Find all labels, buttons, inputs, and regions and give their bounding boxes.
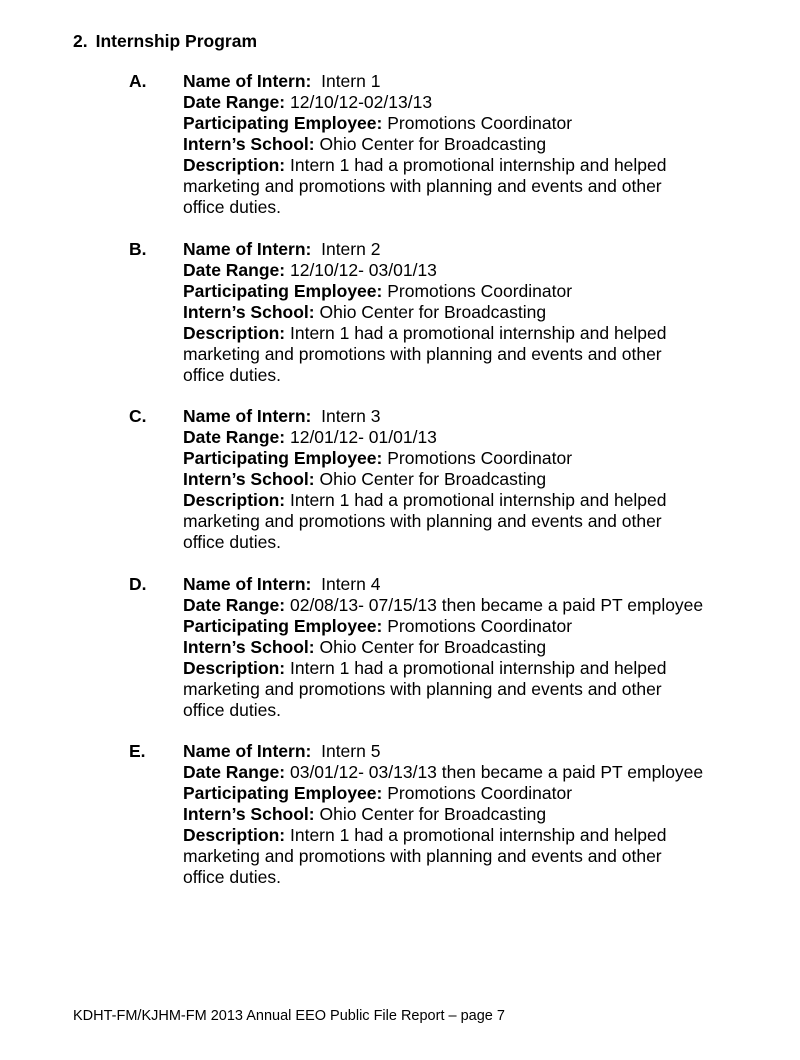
school-value: Ohio Center for Broadcasting (319, 302, 547, 322)
entry-letter: E. (129, 741, 146, 761)
name-label: Name of Intern: (183, 239, 312, 259)
date-range-value: 02/08/13- 07/15/13 then became a paid PT employee (289, 595, 704, 615)
description-value: Intern 1 had a promotional internship and helped marketing and promotions with planning and events and other office duties. (183, 155, 667, 217)
name-line (183, 574, 783, 595)
employee-label: Participating Employee: (183, 448, 383, 468)
name-line (183, 741, 783, 762)
entry-body (183, 406, 783, 553)
description-block (183, 323, 703, 386)
school-label: Intern’s School: (183, 804, 315, 824)
description-value: Intern 1 had a promotional internship and helped marketing and promotions with planning and events and other office duties. (183, 490, 667, 552)
name-line (183, 71, 783, 92)
intern-name: Intern 4 (321, 574, 381, 594)
name-label: Name of Intern: (183, 574, 312, 594)
employee-line (183, 783, 783, 804)
intern-name: Intern 5 (321, 741, 381, 761)
school-label: Intern’s School: (183, 637, 315, 657)
employee-value: Promotions Coordinator (387, 113, 573, 133)
intern-name: Intern 3 (321, 406, 381, 426)
description-value: Intern 1 had a promotional internship and helped marketing and promotions with planning and events and other office duties. (183, 323, 667, 385)
school-value: Ohio Center for Broadcasting (319, 469, 547, 489)
entry-letter: B. (129, 239, 147, 259)
description-label: Description: (183, 658, 286, 678)
page-footer: KDHT-FM/KJHM-FM 2013 Annual EEO Public File Report – page 7 (73, 1008, 505, 1024)
date-range-line (183, 260, 783, 281)
description-label: Description: (183, 490, 286, 510)
date-range-label: Date Range: (183, 762, 286, 782)
employee-value: Promotions Coordinator (387, 616, 573, 636)
section-heading (73, 30, 257, 52)
date-range-label: Date Range: (183, 595, 286, 615)
intern-name: Intern 2 (321, 239, 381, 259)
date-range-label: Date Range: (183, 260, 286, 280)
entry-letter: A. (129, 71, 147, 91)
date-range-line (183, 92, 783, 113)
employee-value: Promotions Coordinator (387, 448, 573, 468)
date-range-value: 12/10/12-02/13/13 (289, 92, 433, 112)
entry-body (183, 71, 783, 218)
description-value: Intern 1 had a promotional internship and helped marketing and promotions with planning and events and other office duties. (183, 658, 667, 720)
entry-letter: D. (129, 574, 147, 594)
name-label: Name of Intern: (183, 741, 312, 761)
employee-label: Participating Employee: (183, 616, 383, 636)
date-range-line (183, 427, 783, 448)
section-title: Internship Program (95, 31, 258, 51)
description-block (183, 658, 703, 721)
date-range-value: 12/01/12- 01/01/13 (289, 427, 437, 447)
description-value: Intern 1 had a promotional internship and helped marketing and promotions with planning and events and other office duties. (183, 825, 667, 887)
date-range-value: 03/01/12- 03/13/13 then became a paid PT employee (289, 762, 704, 782)
employee-line (183, 281, 783, 302)
school-value: Ohio Center for Broadcasting (319, 637, 547, 657)
description-label: Description: (183, 323, 286, 343)
description-block (183, 490, 703, 553)
school-value: Ohio Center for Broadcasting (319, 804, 547, 824)
employee-line (183, 616, 783, 637)
entry-body (183, 239, 783, 386)
date-range-line (183, 762, 783, 783)
description-label: Description: (183, 825, 286, 845)
name-line (183, 406, 783, 427)
school-line (183, 469, 783, 490)
employee-line (183, 448, 783, 469)
employee-label: Participating Employee: (183, 783, 383, 803)
description-label: Description: (183, 155, 286, 175)
employee-label: Participating Employee: (183, 281, 383, 301)
school-value: Ohio Center for Broadcasting (319, 134, 547, 154)
entry-body (183, 741, 783, 888)
school-line (183, 302, 783, 323)
entry-body (183, 574, 783, 721)
employee-line (183, 113, 783, 134)
school-label: Intern’s School: (183, 469, 315, 489)
employee-value: Promotions Coordinator (387, 281, 573, 301)
name-line (183, 239, 783, 260)
date-range-line (183, 595, 783, 616)
description-block (183, 155, 703, 218)
name-label: Name of Intern: (183, 71, 312, 91)
employee-label: Participating Employee: (183, 113, 383, 133)
date-range-label: Date Range: (183, 427, 286, 447)
school-line (183, 804, 783, 825)
description-block (183, 825, 703, 888)
date-range-value: 12/10/12- 03/01/13 (289, 260, 437, 280)
date-range-label: Date Range: (183, 92, 286, 112)
section-number: 2. (73, 31, 88, 51)
entry-letter: C. (129, 406, 147, 426)
school-line (183, 637, 783, 658)
employee-value: Promotions Coordinator (387, 783, 573, 803)
school-label: Intern’s School: (183, 302, 315, 322)
school-label: Intern’s School: (183, 134, 315, 154)
name-label: Name of Intern: (183, 406, 312, 426)
intern-name: Intern 1 (321, 71, 381, 91)
school-line (183, 134, 783, 155)
